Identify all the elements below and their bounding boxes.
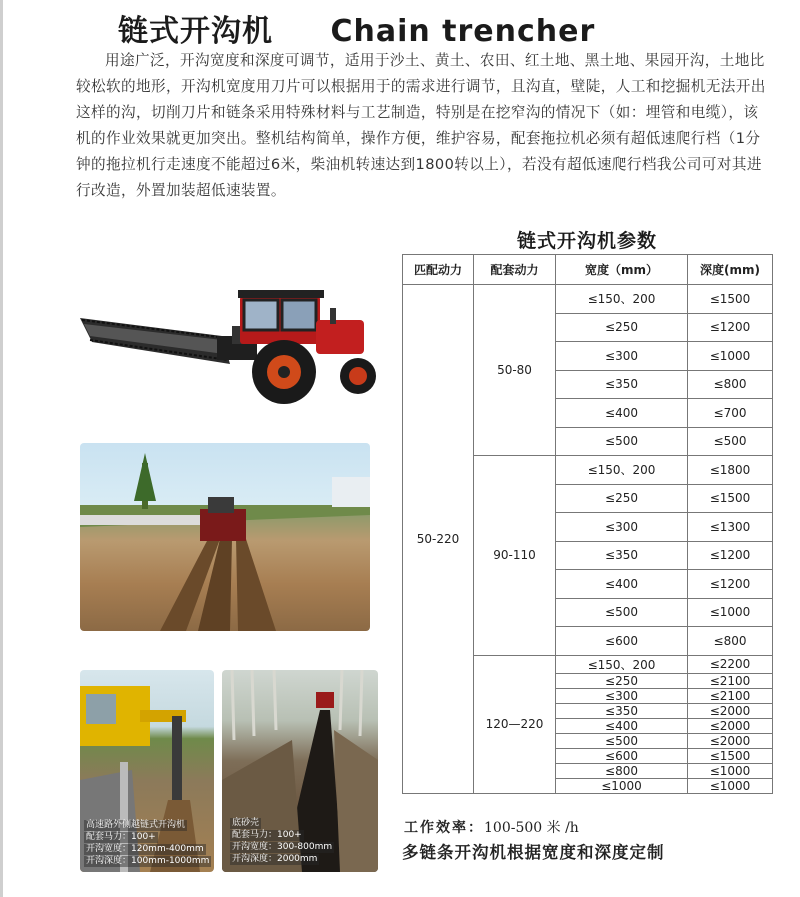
depth-cell: ≤800 [688,370,773,399]
depth-cell: ≤1500 [688,285,773,314]
depth-cell: ≤2000 [688,718,773,733]
orchard-trenching-photo [222,670,378,872]
efficiency-line [404,817,579,837]
depth-cell: ≤2000 [688,703,773,718]
width-cell: ≤350 [556,370,688,399]
depth-cell: ≤2000 [688,733,773,748]
width-cell: ≤150、200 [556,655,688,673]
depth-cell: ≤800 [688,627,773,656]
width-cell: ≤400 [556,399,688,428]
depth-cell: ≤1000 [688,342,773,371]
width-cell: ≤400 [556,718,688,733]
depth-cell: ≤2100 [688,673,773,688]
highway-caption-power: 配套马力：100+ [86,832,156,842]
title-chinese: 链式开沟机 [118,14,273,49]
tractor-trencher-photo [72,280,382,420]
header-width: 宽度（mm） [556,255,688,285]
depth-cell: ≤1000 [688,778,773,793]
depth-cell: ≤1500 [688,748,773,763]
param-table [402,254,773,794]
depth-cell: ≤1000 [688,598,773,627]
field-illustration [80,443,370,631]
depth-cell: ≤1800 [688,456,773,485]
efficiency-label: 工作效率： [404,820,484,836]
param-table-header-row [403,255,773,285]
page-title [118,6,596,49]
orchard-caption-title: 底砂壳 [232,818,260,828]
highway-trenching-photo [80,670,214,872]
highway-caption-title: 高速路外侧越链式开沟机 [86,820,186,830]
depth-cell: ≤700 [688,399,773,428]
supporting-power-cell: 120—220 [474,655,556,793]
width-cell: ≤300 [556,688,688,703]
efficiency-value: 100-500 米 /h [484,820,579,836]
width-cell: ≤250 [556,484,688,513]
width-cell: ≤800 [556,763,688,778]
custom-note: 多链条开沟机根据宽度和深度定制 [402,843,665,862]
header-depth: 深度(mm) [688,255,773,285]
param-table-body [403,285,773,794]
intro-paragraph: 用途广泛，开沟宽度和深度可调节，适用于沙土、黄土、农田、红土地、黑土地、果园开沟，土地比较松软的地形，开沟机宽度用刀片可以根据用于的需求进行调节，且沟直，壁陡，人工和挖掘机无法开出这样的沟，切削刀片和链条采用特殊材料与工艺制造，特别是在挖窄沟的情况下（如：埋管和电缆），该机的作业效果就更加突出。整机结构简单，操作方便，维护容易，配套拖拉机必须有超低速爬行档（1分钟的拖拉机行走速度不能超过6米，柴油机转速达到1800转以上），若没有超低速爬行档我公司可对其进行改造，外置加装超低速装置。 [76,52,766,199]
width-cell: ≤350 [556,703,688,718]
field-trenching-photo [80,443,370,631]
width-cell: ≤1000 [556,778,688,793]
width-cell: ≤500 [556,598,688,627]
width-cell: ≤150、200 [556,456,688,485]
width-cell: ≤500 [556,427,688,456]
depth-cell: ≤1500 [688,484,773,513]
depth-cell: ≤1200 [688,313,773,342]
highway-caption-width: 开沟宽度：120mm-400mm [86,844,204,854]
highway-caption-depth: 开沟深度：100mm-1000mm [86,856,210,866]
width-cell: ≤600 [556,748,688,763]
orchard-caption-depth: 开沟深度：2000mm [232,854,318,864]
width-cell: ≤250 [556,673,688,688]
depth-cell: ≤2100 [688,688,773,703]
header-match-power: 匹配动力 [403,255,474,285]
width-cell: ≤500 [556,733,688,748]
table-row [403,285,773,314]
depth-cell: ≤1200 [688,570,773,599]
width-cell: ≤400 [556,570,688,599]
depth-cell: ≤500 [688,427,773,456]
match-power-cell: 50-220 [403,285,474,794]
title-english: Chain trencher [330,14,596,49]
depth-cell: ≤1300 [688,513,773,542]
depth-cell: ≤1000 [688,763,773,778]
tractor-illustration [72,280,382,420]
width-cell: ≤350 [556,541,688,570]
depth-cell: ≤1200 [688,541,773,570]
orchard-caption-width: 开沟宽度：300-800mm [232,842,333,852]
supporting-power-cell: 50-80 [474,285,556,456]
width-cell: ≤600 [556,627,688,656]
page-edge [0,0,3,897]
header-supporting-power: 配套动力 [474,255,556,285]
depth-cell: ≤2200 [688,655,773,673]
param-table-title: 链式开沟机参数 [516,230,657,252]
orchard-caption-power: 配套马力：100+ [232,830,302,840]
width-cell: ≤250 [556,313,688,342]
width-cell: ≤150、200 [556,285,688,314]
supporting-power-cell: 90-110 [474,456,556,656]
width-cell: ≤300 [556,342,688,371]
width-cell: ≤300 [556,513,688,542]
